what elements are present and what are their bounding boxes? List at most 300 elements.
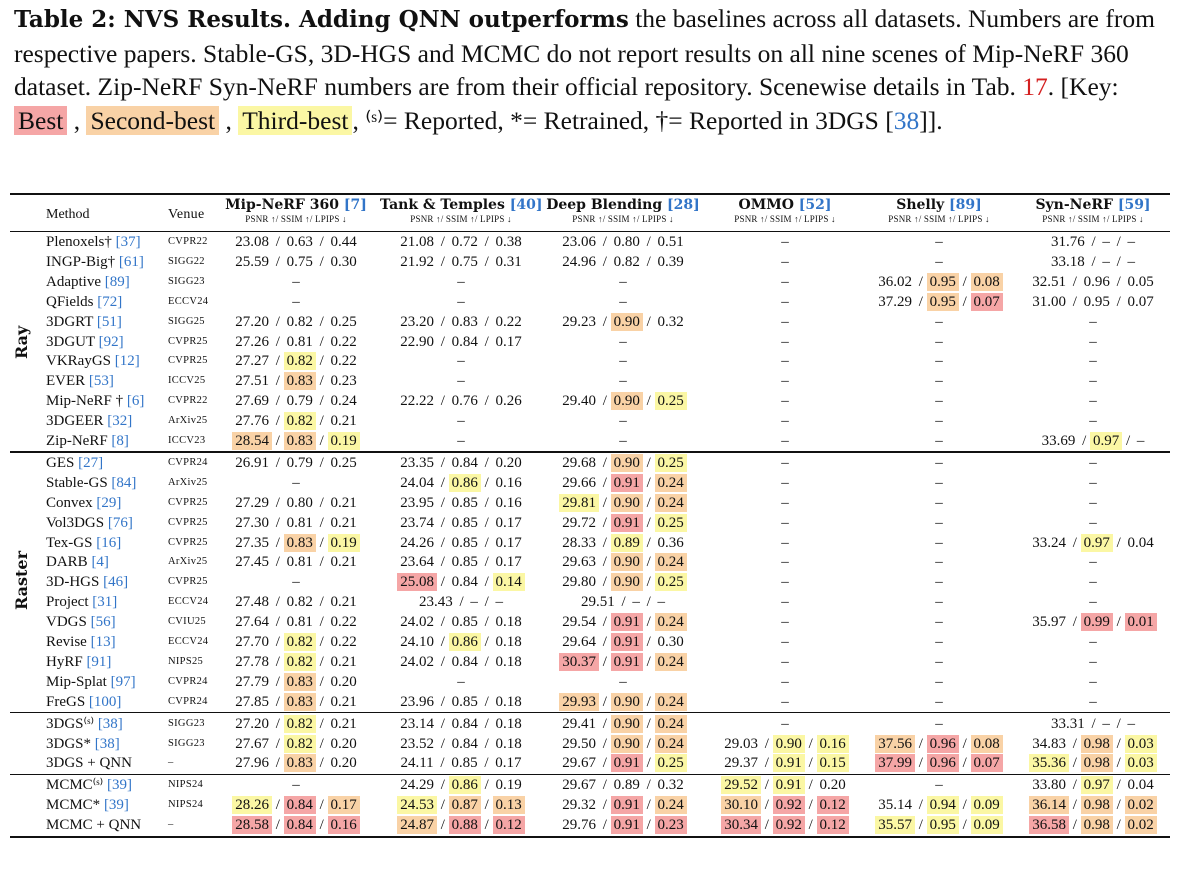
metric-cell: – bbox=[781, 454, 789, 471]
lpips-value: 0.31 bbox=[495, 253, 522, 270]
metric-cell: – bbox=[781, 373, 789, 390]
metric-cell: 24.10 / 0.86 / 0.18 bbox=[380, 632, 542, 652]
metric-cell: 29.81 / 0.90 / 0.24 bbox=[542, 493, 704, 513]
table-row bbox=[10, 411, 1170, 431]
ssim-value: 0.82 bbox=[286, 594, 313, 611]
metric-cell: – bbox=[619, 353, 627, 370]
lpips-value: 0.14 bbox=[493, 573, 525, 591]
method-ref[interactable]: [12] bbox=[111, 353, 140, 370]
metric-cell: 23.20 / 0.83 / 0.22 bbox=[380, 312, 542, 332]
psnr-value: 23.95 bbox=[400, 494, 434, 511]
ssim-value: 0.95 bbox=[1083, 293, 1110, 310]
row-venue: CVPR22 bbox=[168, 395, 208, 407]
metric-cell: 23.52 / 0.84 / 0.18 bbox=[380, 734, 542, 754]
lpips-value: 0.04 bbox=[1127, 777, 1154, 794]
psnr-value: 27.48 bbox=[235, 594, 269, 611]
psnr-value: 23.74 bbox=[400, 514, 434, 531]
lpips-value: 0.16 bbox=[328, 816, 360, 834]
metric-cell: – bbox=[935, 693, 943, 710]
metric-cell: 23.95 / 0.85 / 0.16 bbox=[380, 493, 542, 513]
ssim-value: 0.82 bbox=[284, 715, 316, 733]
metric-cell: – bbox=[292, 474, 300, 491]
lpips-value: 0.03 bbox=[1125, 735, 1157, 753]
psnr-value: 27.20 bbox=[235, 715, 269, 732]
row-method bbox=[46, 232, 170, 252]
method-name: Mip-NeRF † bbox=[46, 393, 124, 410]
ssim-value: 0.82 bbox=[284, 633, 316, 651]
psnr-value: 28.26 bbox=[232, 796, 272, 814]
psnr-value: 29.76 bbox=[562, 817, 596, 834]
method-ref[interactable]: [76] bbox=[104, 514, 133, 531]
psnr-value: 29.72 bbox=[562, 514, 596, 531]
row-method bbox=[46, 272, 170, 292]
method-ref[interactable]: [38] bbox=[94, 715, 123, 732]
metric-cell: – bbox=[935, 494, 943, 511]
row-venue: ECCV24 bbox=[168, 295, 209, 307]
lpips-value: 0.04 bbox=[1127, 534, 1154, 551]
metric-cell: 24.29 / 0.86 / 0.19 bbox=[380, 775, 542, 795]
ssim-value: 0.81 bbox=[286, 554, 313, 571]
psnr-value: 29.52 bbox=[721, 776, 761, 794]
lpips-value: 0.08 bbox=[971, 735, 1003, 753]
ssim-value: 0.85 bbox=[451, 514, 478, 531]
row-venue: – bbox=[168, 757, 174, 769]
lpips-value: 0.19 bbox=[495, 777, 522, 794]
psnr-value: 24.04 bbox=[400, 474, 434, 491]
lpips-value: 0.24 bbox=[655, 474, 687, 492]
metric-cell: 33.80 / 0.97 / 0.04 bbox=[1013, 775, 1173, 795]
psnr-value: 27.96 bbox=[235, 755, 269, 772]
ssim-value: – bbox=[632, 594, 640, 611]
psnr-value: 27.29 bbox=[235, 494, 269, 511]
header-dataset-ref[interactable]: [59] bbox=[1112, 197, 1151, 213]
metric-cell: 34.83 / 0.98 / 0.03 bbox=[1013, 734, 1173, 754]
ssim-value: 0.76 bbox=[451, 393, 478, 410]
table-row bbox=[10, 391, 1170, 411]
psnr-value: 23.35 bbox=[400, 454, 434, 471]
header-dataset-5 bbox=[1013, 195, 1173, 215]
method-ref[interactable]: [72] bbox=[93, 293, 123, 310]
ssim-value: 0.91 bbox=[773, 754, 805, 772]
method-name: MCMC* bbox=[46, 797, 101, 814]
method-ref[interactable]: [16] bbox=[92, 534, 122, 551]
metric-cell: – bbox=[781, 253, 789, 270]
lpips-value: 0.51 bbox=[657, 234, 684, 250]
psnr-value: 27.30 bbox=[235, 514, 269, 531]
lpips-value: – bbox=[1127, 715, 1136, 732]
ssim-value: 0.84 bbox=[451, 715, 478, 732]
ssim-value: 0.96 bbox=[927, 735, 959, 753]
method-ref[interactable]: [91] bbox=[82, 653, 112, 670]
row-method bbox=[46, 513, 170, 533]
row-method bbox=[46, 572, 170, 592]
table-row bbox=[10, 753, 1170, 773]
method-ref[interactable]: [27] bbox=[74, 454, 104, 471]
lpips-value: – bbox=[1136, 433, 1145, 449]
row-method bbox=[46, 795, 170, 815]
metric-cell: 27.67 / 0.82 / 0.20 bbox=[215, 734, 377, 754]
ssim-value: 0.85 bbox=[451, 534, 478, 551]
psnr-value: 23.06 bbox=[562, 234, 596, 250]
row-venue: CVPR25 bbox=[168, 355, 208, 367]
method-ref[interactable]: [32] bbox=[103, 413, 133, 430]
metric-cell: – bbox=[935, 454, 943, 471]
metric-cell: 37.56 / 0.96 / 0.08 bbox=[865, 734, 1013, 754]
method-ref[interactable]: [39] bbox=[100, 797, 129, 814]
metric-cell: 30.34 / 0.92 / 0.12 bbox=[704, 815, 866, 835]
lpips-value: 0.20 bbox=[495, 454, 522, 471]
metric-cell: – bbox=[781, 273, 789, 290]
row-method bbox=[46, 473, 170, 493]
lpips-value: 0.16 bbox=[495, 494, 522, 511]
row-venue: ECCV24 bbox=[168, 636, 209, 647]
metric-cell: – bbox=[1089, 673, 1097, 690]
method-ref[interactable]: [84] bbox=[107, 474, 137, 491]
row-method bbox=[46, 815, 170, 835]
psnr-value: 27.85 bbox=[235, 693, 269, 710]
key-third: Third-best bbox=[238, 106, 352, 135]
lpips-value: 0.07 bbox=[971, 754, 1003, 772]
ssim-value: 0.91 bbox=[611, 754, 643, 772]
ssim-value: 0.86 bbox=[449, 474, 481, 492]
metric-cell: – bbox=[619, 413, 627, 430]
table-row bbox=[10, 652, 1170, 672]
header-dataset-name: Syn-NeRF bbox=[1035, 197, 1113, 213]
psnr-value: 27.51 bbox=[235, 373, 269, 390]
ssim-value: 0.82 bbox=[286, 313, 313, 330]
psnr-value: 29.93 bbox=[559, 693, 599, 711]
header-venue: Venue bbox=[168, 207, 205, 222]
method-ref[interactable]: [13] bbox=[86, 634, 116, 650]
lpips-value: 0.24 bbox=[655, 494, 687, 512]
lpips-value: 0.24 bbox=[330, 393, 357, 410]
row-method bbox=[46, 453, 170, 473]
metric-cell: – bbox=[781, 673, 789, 690]
lpips-value: 0.25 bbox=[655, 573, 687, 591]
row-venue: CVPR24 bbox=[168, 456, 208, 468]
caption-ref-38[interactable]: 38 bbox=[893, 105, 920, 135]
method-name: Adaptive bbox=[46, 273, 101, 290]
method-ref[interactable]: [89] bbox=[100, 273, 130, 290]
lpips-value: 0.13 bbox=[493, 796, 525, 814]
metric-cell: 31.00 / 0.95 / 0.07 bbox=[1013, 292, 1173, 312]
row-method bbox=[46, 734, 170, 754]
metric-cell: – bbox=[1089, 313, 1097, 330]
metric-cell: 28.58 / 0.84 / 0.16 bbox=[215, 815, 377, 835]
metric-cell: – bbox=[935, 653, 943, 670]
caption-text: the baselines across all datasets. Numbers are from respective papers. Stable-GS, 3D-HGS and MCMC do not report results on all nine scenes of Mip-NeRF 360 dataset. Zip-NeRF Syn-NeRF numbers are from their official repository. Scenewise details in Tab. bbox=[14, 4, 1155, 101]
metric-cell: 27.30 / 0.81 / 0.21 bbox=[215, 513, 377, 533]
psnr-value: 37.56 bbox=[875, 735, 915, 753]
metric-cell: 27.79 / 0.83 / 0.20 bbox=[215, 672, 377, 692]
table-row bbox=[10, 453, 1170, 473]
lpips-value: 0.01 bbox=[1125, 613, 1157, 631]
header-dataset-ref[interactable]: [7] bbox=[338, 197, 367, 213]
metric-cell: 22.90 / 0.84 / 0.17 bbox=[380, 332, 542, 352]
method-name: Project bbox=[46, 594, 89, 611]
lpips-value: 0.17 bbox=[495, 554, 522, 571]
ssim-value: 0.72 bbox=[451, 234, 478, 250]
metric-cell: 35.97 / 0.99 / 0.01 bbox=[1013, 612, 1173, 632]
ssim-value: 0.91 bbox=[611, 653, 643, 671]
table-row bbox=[10, 552, 1170, 572]
method-ref[interactable]: [39] bbox=[103, 777, 132, 794]
caption-key-rest: , ⁽ˢ⁾= Reported, *= Retrained, †= Reported in 3DGS [ bbox=[352, 105, 894, 135]
metric-cell: – bbox=[781, 594, 789, 611]
psnr-value: 29.68 bbox=[562, 454, 596, 471]
method-ref[interactable]: [6] bbox=[123, 393, 145, 410]
metric-cell: 28.26 / 0.84 / 0.17 bbox=[215, 795, 377, 815]
metric-cell: 35.14 / 0.94 / 0.09 bbox=[865, 795, 1013, 815]
lpips-value: 0.25 bbox=[655, 392, 687, 410]
metric-cell: – bbox=[935, 413, 943, 430]
ssim-value: 0.90 bbox=[611, 454, 643, 472]
lpips-value: – bbox=[1127, 253, 1136, 270]
ssim-value: 0.84 bbox=[451, 333, 478, 350]
metric-cell: – bbox=[1089, 653, 1097, 670]
metric-cell: – bbox=[457, 433, 465, 449]
metric-cell: 23.08 / 0.63 / 0.44 bbox=[215, 232, 377, 252]
metric-cell: – bbox=[781, 614, 789, 631]
lpips-value: 0.07 bbox=[971, 293, 1003, 311]
method-ref[interactable]: [46] bbox=[99, 574, 129, 591]
method-name: Vol3DGS bbox=[46, 514, 105, 531]
metric-cell: – bbox=[619, 673, 627, 690]
psnr-value: 27.45 bbox=[235, 554, 269, 571]
metric-cell: 29.54 / 0.91 / 0.24 bbox=[542, 612, 704, 632]
metric-cell: – bbox=[457, 413, 465, 430]
psnr-value: 26.91 bbox=[235, 454, 269, 471]
row-method bbox=[46, 592, 170, 612]
metric-cell: – bbox=[935, 554, 943, 571]
psnr-value: 23.96 bbox=[400, 693, 434, 710]
table-row bbox=[10, 714, 1170, 734]
method-ref[interactable]: [92] bbox=[94, 333, 124, 350]
metric-cell: – bbox=[935, 534, 943, 551]
psnr-value: 36.58 bbox=[1029, 816, 1069, 834]
header-dataset-ref[interactable]: [89] bbox=[944, 197, 982, 213]
method-ref[interactable]: [100] bbox=[85, 693, 122, 710]
metric-cell: – bbox=[935, 715, 943, 732]
lpips-value: 0.02 bbox=[1125, 816, 1157, 834]
ssim-value: 0.84 bbox=[451, 735, 478, 752]
lpips-value: 0.23 bbox=[655, 816, 687, 834]
psnr-value: 27.26 bbox=[235, 333, 269, 350]
row-method bbox=[46, 672, 170, 692]
method-ref[interactable]: [97] bbox=[106, 673, 136, 690]
header-dataset-ref[interactable]: [28] bbox=[662, 197, 700, 213]
metric-cell: 24.53 / 0.87 / 0.13 bbox=[380, 795, 542, 815]
row-venue: CVPR25 bbox=[168, 576, 208, 588]
metric-cell: 29.68 / 0.90 / 0.25 bbox=[542, 453, 704, 473]
psnr-value: 28.54 bbox=[232, 432, 272, 450]
lpips-value: 0.08 bbox=[971, 273, 1003, 291]
ssim-value: 0.85 bbox=[451, 494, 478, 511]
metric-cell: 29.32 / 0.91 / 0.24 bbox=[542, 795, 704, 815]
metric-cell: – bbox=[935, 474, 943, 491]
table-row bbox=[10, 312, 1170, 332]
ssim-value: – bbox=[1102, 234, 1110, 250]
ssim-value: 0.90 bbox=[611, 553, 643, 571]
method-ref[interactable]: [51] bbox=[93, 313, 122, 330]
method-ref[interactable]: [53] bbox=[85, 373, 114, 390]
lpips-value: 0.26 bbox=[495, 393, 522, 410]
metric-cell: 23.06 / 0.80 / 0.51 bbox=[542, 232, 704, 252]
ssim-value: 0.83 bbox=[451, 313, 478, 330]
metric-cell: 29.40 / 0.90 / 0.25 bbox=[542, 391, 704, 411]
metric-cell: 23.64 / 0.85 / 0.17 bbox=[380, 552, 542, 572]
row-venue: CVPR25 bbox=[168, 536, 208, 548]
method-ref[interactable]: [29] bbox=[92, 494, 122, 511]
psnr-value: 29.64 bbox=[562, 634, 596, 650]
psnr-value: 35.97 bbox=[1032, 614, 1066, 631]
ssim-value: 0.83 bbox=[284, 534, 316, 552]
metric-cell: 27.85 / 0.83 / 0.21 bbox=[215, 692, 377, 712]
psnr-value: 34.83 bbox=[1032, 735, 1066, 752]
ssim-value: 0.82 bbox=[284, 412, 316, 430]
method-ref[interactable]: [56] bbox=[86, 614, 116, 631]
method-ref[interactable]: [37] bbox=[111, 234, 141, 250]
ssim-value: 0.90 bbox=[611, 494, 643, 512]
caption-end: ]]. bbox=[919, 105, 943, 135]
lpips-value: 0.19 bbox=[328, 534, 360, 552]
psnr-value: 24.10 bbox=[400, 634, 434, 650]
method-ref[interactable]: [4] bbox=[87, 554, 109, 571]
metric-cell: 27.27 / 0.82 / 0.22 bbox=[215, 351, 377, 371]
psnr-value: 36.14 bbox=[1029, 796, 1069, 814]
psnr-value: 24.02 bbox=[400, 653, 434, 670]
method-name: 3DGS* bbox=[46, 735, 92, 752]
lpips-value: 0.24 bbox=[655, 735, 687, 753]
row-venue: ArXiv25 bbox=[168, 556, 208, 568]
header-dataset-3 bbox=[704, 195, 866, 215]
header-dataset-2 bbox=[542, 195, 704, 215]
metric-cell: 29.51 / – / – bbox=[542, 592, 704, 612]
psnr-value: 29.03 bbox=[724, 735, 758, 752]
psnr-value: 29.54 bbox=[562, 614, 596, 631]
caption-tab-ref[interactable]: 17 bbox=[1022, 72, 1048, 101]
psnr-value: 28.33 bbox=[562, 534, 596, 551]
method-ref[interactable]: [31] bbox=[88, 594, 118, 611]
ssim-value: 0.63 bbox=[286, 234, 313, 250]
header-metrics-label: PSNR ↑/ SSIM ↑/ LPIPS ↓ bbox=[245, 214, 347, 224]
row-method bbox=[46, 411, 170, 431]
metric-cell: – bbox=[781, 353, 789, 370]
psnr-value: 27.67 bbox=[235, 735, 269, 752]
table-row bbox=[10, 371, 1170, 391]
psnr-value: 22.22 bbox=[400, 393, 434, 410]
ssim-value: 0.81 bbox=[286, 514, 313, 531]
table-row bbox=[10, 533, 1170, 553]
row-venue: SIGG22 bbox=[168, 255, 205, 267]
metric-cell: – bbox=[292, 273, 300, 290]
row-venue: CVPR25 bbox=[168, 335, 208, 347]
lpips-value: 0.09 bbox=[971, 816, 1003, 834]
lpips-value: – bbox=[1127, 234, 1136, 250]
ssim-value: 0.90 bbox=[611, 573, 643, 591]
lpips-value: 0.22 bbox=[495, 313, 522, 330]
lpips-value: 0.18 bbox=[495, 653, 522, 670]
row-venue: ArXiv25 bbox=[168, 476, 208, 488]
metric-cell: 23.35 / 0.84 / 0.20 bbox=[380, 453, 542, 473]
header-row bbox=[10, 195, 1170, 224]
metric-cell: 27.78 / 0.82 / 0.21 bbox=[215, 652, 377, 672]
header-metrics-label: PSNR ↑/ SSIM ↑/ LPIPS ↓ bbox=[734, 214, 836, 224]
metric-cell: 29.64 / 0.91 / 0.30 bbox=[542, 632, 704, 652]
method-ref[interactable]: [38] bbox=[91, 735, 120, 752]
metric-cell: 33.31 / – / – bbox=[1013, 714, 1173, 734]
metric-cell: 29.76 / 0.91 / 0.23 bbox=[542, 815, 704, 835]
ssim-value: 0.81 bbox=[286, 333, 313, 350]
ssim-value: 0.91 bbox=[611, 796, 643, 814]
metric-cell: – bbox=[781, 234, 789, 250]
metric-cell: – bbox=[935, 333, 943, 350]
metric-cell: – bbox=[935, 514, 943, 531]
row-method bbox=[46, 775, 170, 795]
metric-cell: – bbox=[1089, 454, 1097, 471]
psnr-value: 29.50 bbox=[562, 735, 596, 752]
ssim-value: 0.82 bbox=[613, 253, 640, 270]
metric-cell: 35.57 / 0.95 / 0.09 bbox=[865, 815, 1013, 835]
ssim-value: 0.98 bbox=[1081, 796, 1113, 814]
row-venue: – bbox=[168, 819, 174, 831]
row-venue: NIPS24 bbox=[168, 799, 204, 811]
psnr-value: 30.34 bbox=[721, 816, 761, 834]
metric-cell: – bbox=[619, 293, 627, 310]
bottom-rule bbox=[10, 836, 1170, 838]
psnr-value: 33.31 bbox=[1050, 715, 1085, 732]
method-name: Revise bbox=[46, 634, 87, 650]
method-ref[interactable]: [8] bbox=[107, 433, 129, 449]
method-ref[interactable]: [61] bbox=[115, 253, 144, 270]
metric-cell: – bbox=[781, 293, 789, 310]
ssim-value: 0.82 bbox=[284, 735, 316, 753]
row-venue: ECCV24 bbox=[168, 596, 209, 608]
psnr-value: 35.57 bbox=[875, 816, 915, 834]
lpips-value: 0.18 bbox=[495, 614, 522, 631]
psnr-value: 29.63 bbox=[562, 554, 596, 571]
table-row bbox=[10, 493, 1170, 513]
lpips-value: – bbox=[495, 594, 504, 611]
psnr-value: 29.81 bbox=[559, 494, 599, 512]
metric-cell: 30.10 / 0.92 / 0.12 bbox=[704, 795, 866, 815]
metric-cell: – bbox=[781, 693, 789, 710]
ssim-value: 0.95 bbox=[927, 293, 959, 311]
lpips-value: 0.22 bbox=[330, 634, 357, 650]
psnr-value: 23.43 bbox=[418, 594, 453, 611]
header-dataset-ref[interactable]: [40] bbox=[504, 197, 543, 213]
header-dataset-ref[interactable]: [52] bbox=[793, 197, 832, 213]
psnr-value: 27.35 bbox=[235, 534, 269, 551]
ssim-value: 0.95 bbox=[927, 273, 959, 291]
metric-cell: 33.69 / 0.97 / – bbox=[1013, 431, 1173, 451]
row-method bbox=[46, 493, 170, 513]
metric-cell: 27.20 / 0.82 / 0.25 bbox=[215, 312, 377, 332]
ssim-value: 0.91 bbox=[611, 816, 643, 834]
lpips-value: 0.24 bbox=[655, 693, 687, 711]
ssim-value: 0.83 bbox=[284, 693, 316, 711]
metric-cell: 24.02 / 0.85 / 0.18 bbox=[380, 612, 542, 632]
lpips-value: 0.25 bbox=[655, 514, 687, 532]
ssim-value: 0.90 bbox=[611, 313, 643, 331]
method-name: FreGS bbox=[46, 693, 86, 710]
metric-cell: – bbox=[619, 333, 627, 350]
lpips-value: 0.36 bbox=[657, 534, 684, 551]
row-method bbox=[46, 371, 170, 391]
header-dataset-1 bbox=[380, 195, 542, 215]
lpips-value: 0.25 bbox=[655, 754, 687, 772]
psnr-value: 32.51 bbox=[1032, 273, 1066, 290]
